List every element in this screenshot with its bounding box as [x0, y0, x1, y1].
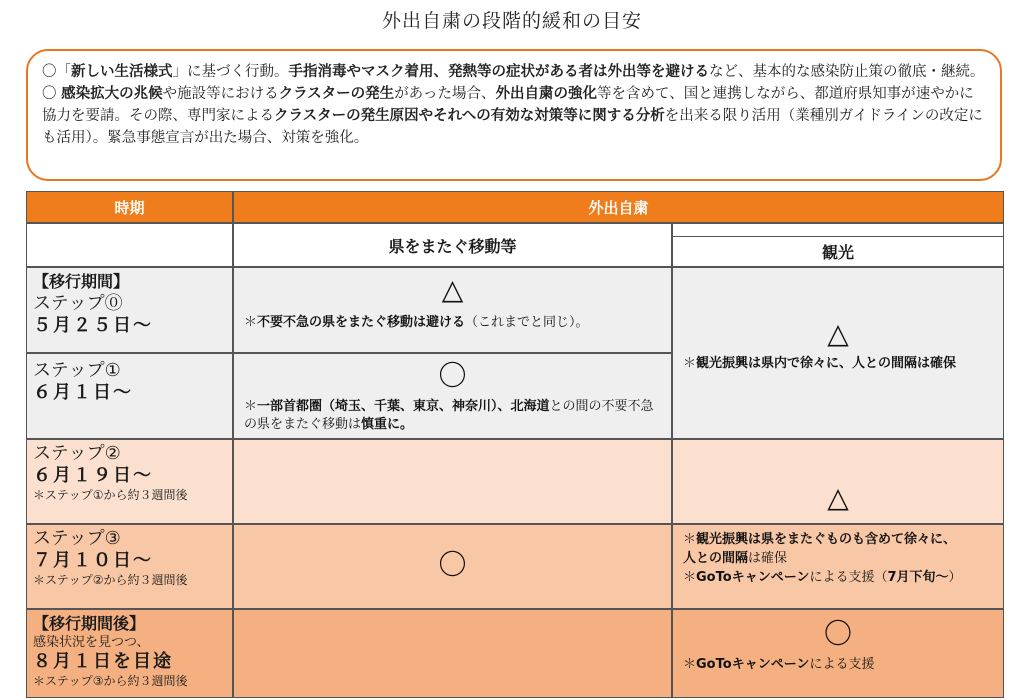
period-step1 — [26, 353, 233, 439]
step-label: ステップ⓪ — [33, 293, 123, 314]
step-date: ８月１日を目途 — [33, 651, 173, 672]
step-label: ステップ② — [33, 443, 121, 464]
notice-paragraph-1: 〇「新しい生活様式」に基づく行動。手指消毒やマスク着用、発熱等の症状がある者は外出等を避けるなど、基本的な感染防止策の徹底・継続。 — [42, 64, 985, 80]
cross-cell-step2 — [233, 439, 672, 524]
circle-symbol: 〇 — [438, 548, 467, 581]
cross-text-step1: ＊一部首都圏（埼玉、千葉、東京、神奈川）、北海道との間の不要不急の県をまたぐ移動は慎重に。 — [244, 399, 654, 432]
page-title: 外出自粛の段階的緩和の目安 — [381, 10, 642, 32]
triangle-symbol: △ — [441, 273, 464, 306]
subheader-tourism-wrap — [672, 223, 1004, 267]
step-date: ５月２５日～ — [33, 315, 153, 336]
header-period: 時期 — [26, 191, 233, 223]
period-step2 — [26, 439, 233, 524]
step-date: ７月１０日～ — [33, 550, 153, 571]
period-condition: 感染状況を見つつ、 — [33, 635, 150, 650]
cross-cell-step3 — [233, 524, 672, 609]
step-label: ステップ③ — [33, 528, 121, 549]
circle-symbol: 〇 — [823, 617, 852, 650]
tourism-cell-step01 — [672, 267, 1004, 439]
circle-symbol: 〇 — [438, 359, 467, 392]
cross-text-step0: ＊不要不急の県をまたぐ移動は避ける（これまでと同じ）。 — [244, 315, 589, 330]
period-after-transition — [26, 609, 233, 698]
header-outing-restraint: 外出自粛 — [233, 191, 1004, 223]
tourism-text-after: ＊GoToキャンペーンによる支援 — [683, 657, 875, 672]
notice-box — [26, 49, 1002, 181]
cross-cell-step1 — [233, 353, 672, 439]
cross-cell-after — [233, 609, 672, 698]
period-step0 — [26, 267, 233, 353]
period-step3 — [26, 524, 233, 609]
relaxation-table — [26, 191, 1004, 698]
period-label: 【移行期間後】 — [33, 614, 146, 633]
tourism-text-step23: ＊観光振興は県をまたぐものも含めて徐々に、 人との間隔は確保 ＊GoToキャンペーンによる支援（7月下旬～） — [683, 532, 962, 585]
step-note: ＊ステップ②から約３週間後 — [33, 573, 188, 587]
notice-paragraph-2: 〇 感染拡大の兆候や施設等におけるクラスターの発生があった場合、外出自粛の強化等を含めて、国と連携しながら、都道府県知事が速やかに協力を要請。その際、専門家によるクラスターの発生原因やそれへの有効な対策等に関する分析を出来る限り活用（業種別ガイドラインの改定にも活用）。緊急事態宣言が出た場合、対策を強化。 — [42, 86, 983, 146]
step-note: ＊ステップ③から約３週間後 — [33, 674, 188, 688]
step-label: ステップ① — [33, 360, 121, 381]
tourism-text-step01: ＊観光振興は県内で徐々に、人との間隔は確保 — [683, 356, 957, 371]
step-note: ＊ステップ①から約３週間後 — [33, 488, 188, 502]
triangle-symbol: △ — [827, 317, 849, 350]
subheader-cross-prefecture: 県をまたぐ移動等 — [233, 223, 672, 267]
period-label: 【移行期間】 — [33, 272, 130, 291]
tourism-cell-step3 — [672, 524, 1004, 609]
step-date: ６月１日～ — [33, 382, 133, 403]
tourism-cell-after — [672, 609, 1004, 698]
triangle-symbol: △ — [827, 481, 849, 514]
step-date: ６月１９日～ — [33, 465, 153, 486]
subheader-tourism: 観光 — [673, 236, 1003, 266]
subheader-blank — [26, 223, 233, 267]
cross-cell-step0 — [233, 267, 672, 353]
tourism-cell-step2 — [672, 439, 1004, 524]
